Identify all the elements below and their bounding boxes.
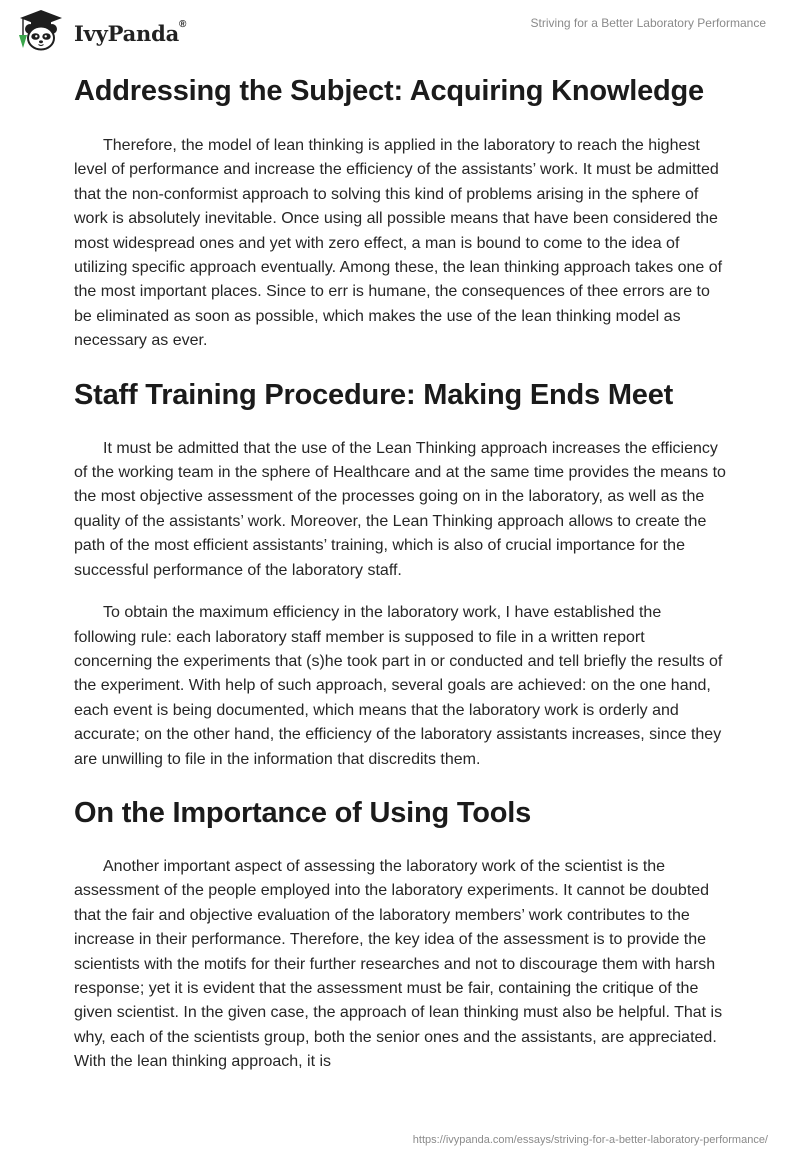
panda-graduate-icon — [14, 8, 68, 54]
brand-name: IvyPanda® — [74, 18, 187, 46]
section-heading: Staff Training Procedure: Making Ends Meet — [74, 378, 674, 411]
paragraph: Another important aspect of assessing the laboratory work of the scientist is the assessment of the people employed into the laboratory experiments. It cannot be doubted that the fair and objective evaluation of the laboratory members’ work contributes to the increase in their performance. Therefore, the key idea of the assessment is to provide the scientists with the motifs for their further researches and not to discourage them with harsh response; yet it is evident that the assessment must be fair, containing the critique of the given scientist. In the given case, the approach of lean thinking must also be helpful. That is why, each of the scientists group, both the senior ones and the assistants, are appreciated. With the lean thinking approach, it is — [74, 857, 723, 1071]
document-title: Striving for a Better Laboratory Performance — [530, 16, 766, 30]
section-heading: Addressing the Subject: Acquiring Knowledge — [74, 75, 704, 107]
source-url[interactable]: https://ivypanda.com/essays/striving-for-a-better-laboratory-performance/ — [412, 1134, 768, 1146]
essay-body — [74, 74, 726, 1075]
site-logo[interactable] — [14, 8, 186, 54]
paragraph: Therefore, the model of lean thinking is applied in the laboratory to reach the highest level of performance and increase the efficiency of the assistants’ work. It must be admitted that the non-conformist approach to solving this kind of problems arising in the sphere of work is absolutely inevitable. Once using all possible means that have been considered the most widespread ones and yet with zero effect, a man is bound to come to the idea of utilizing specific approach eventually. Among these, the lean thinking approach takes one of the most important places. Since to err is humane, the consequences of thee errors are to be eliminated as soon as possible, which makes the use of the lean thinking model as necessary as ever. — [74, 137, 723, 350]
paragraph: It must be admitted that the use of the Lean Thinking approach increases the efficiency of the working team in the sphere of Healthcare and at the same time provides the means to the most objective assessment of the processes going on in the laboratory, as well as the quality of the assistants’ work. Moreover, the Lean Thinking approach allows to create the path of the most efficient assistants’ training, which is also of crucial importance for the successful performance of the laboratory staff. — [74, 439, 726, 579]
page-header — [0, 0, 800, 60]
section-heading: On the Importance of Using Tools — [74, 796, 532, 829]
paragraph: To obtain the maximum efficiency in the laboratory work, I have established the following rule: each laboratory staff member is supposed to file in a written report concerning the experiments that (s)he took part in or conducted and tell briefly the results of the experiment. With help of such approach, several goals are achieved: on the one hand, each event is being documented, which means that the laboratory work is orderly and accurate; on the other hand, the efficiency of the laboratory assistants increases, since they are unwilling to file in the information that discredits them. — [74, 604, 723, 768]
registered-mark: ® — [179, 18, 187, 30]
